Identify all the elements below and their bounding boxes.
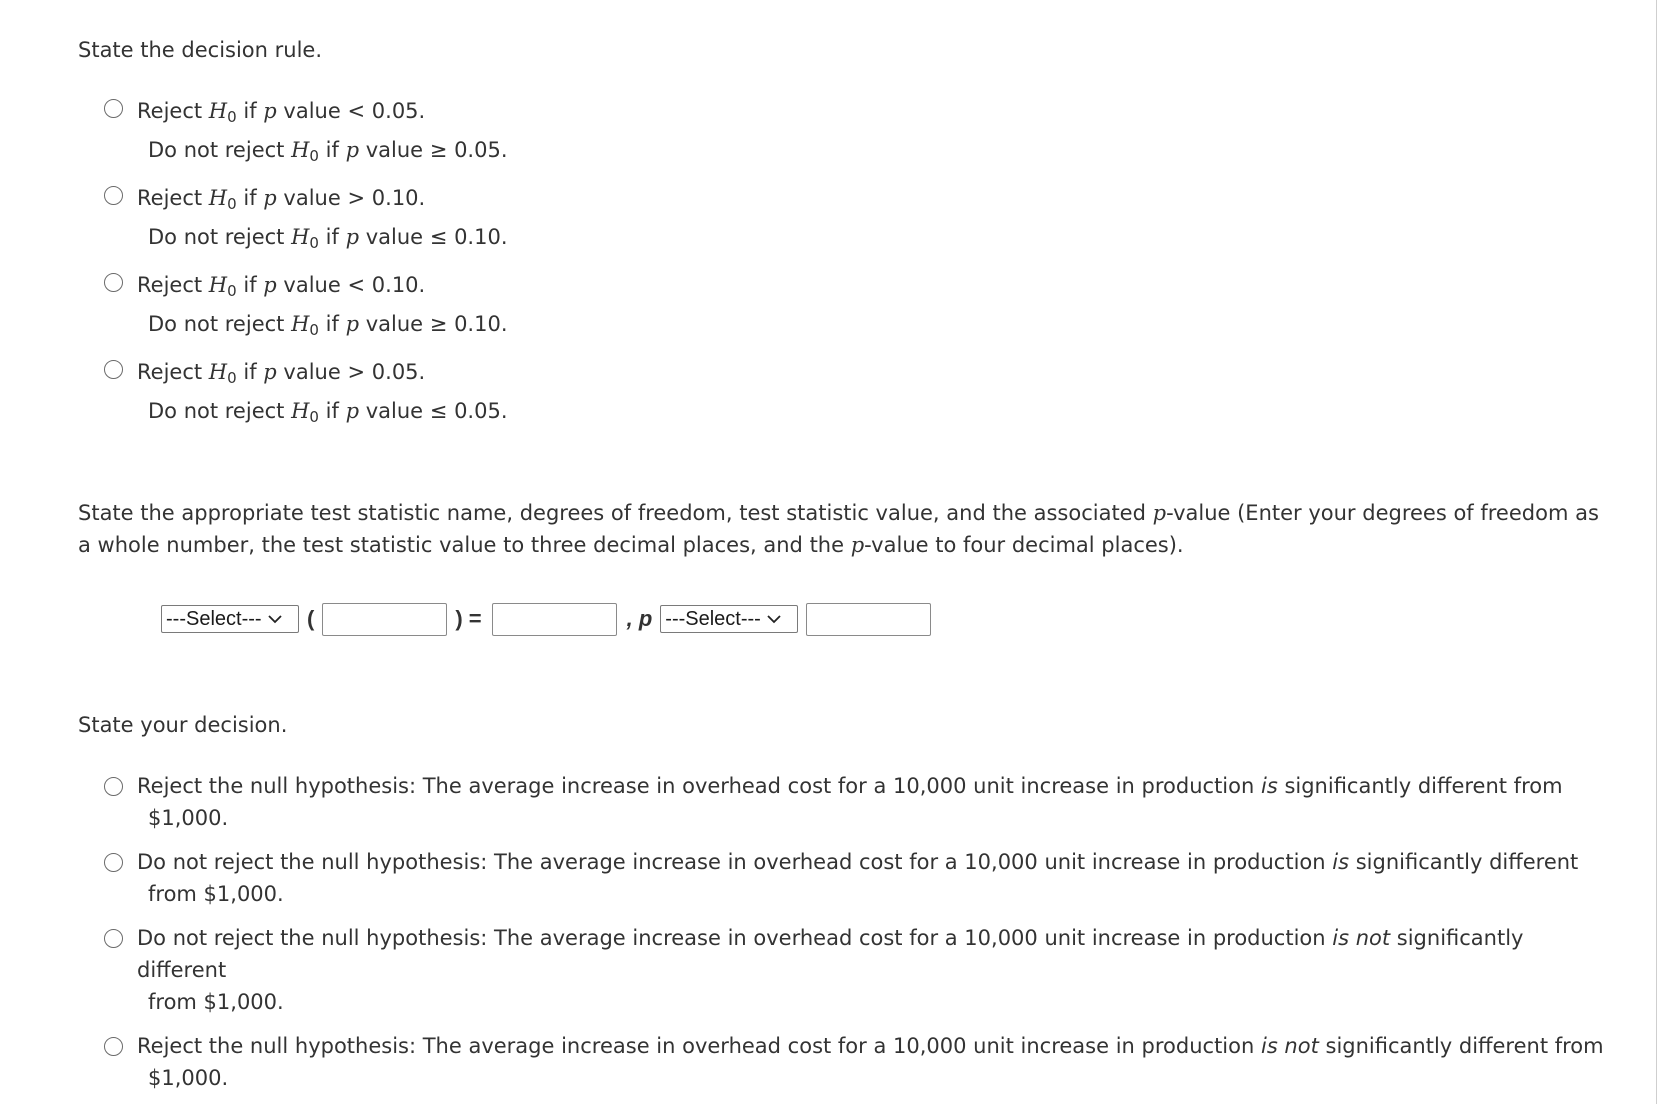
value-word: value: [283, 99, 341, 123]
comma-p-label: , p: [626, 606, 653, 631]
h-subscript: 0: [227, 369, 237, 387]
p-comparator-select[interactable]: [660, 605, 798, 633]
radio-button[interactable]: [104, 853, 123, 872]
decision-text: Do not reject the null hypothesis: The average increase in overhead cost for a 10,000 unit increase in production is significantly different: [137, 850, 1579, 874]
reject-threshold: 0.05.: [371, 99, 426, 123]
radio-button[interactable]: [104, 1037, 123, 1056]
radio-button[interactable]: [104, 186, 123, 205]
h-subscript: 0: [227, 282, 237, 300]
rule-option-4[interactable]: [104, 359, 508, 424]
test-statistic-prompt: State the appropriate test statistic name, degrees of freedom, test statistic value, and the associated p-value (Enter your degrees of freedom as a whole number, the test statistic value to three decimal places, and the p-value to four decimal places).: [78, 501, 1599, 557]
keep-comparator: ≥: [429, 138, 448, 162]
if-word: if: [243, 186, 257, 210]
reject-comparator: <: [347, 99, 366, 123]
h-subscript: 0: [309, 408, 319, 426]
keep-comparator: ≤: [429, 399, 448, 423]
decision-rule-options: [104, 98, 508, 424]
h-symbol: H: [208, 273, 228, 297]
do-not-reject-label: Do not reject: [148, 225, 285, 249]
decision-text-continued: from $1,000.: [148, 990, 284, 1014]
decision-text: Do not reject the null hypothesis: The average increase in overhead cost for a 10,000 unit increase in production is not significantly different: [137, 926, 1524, 982]
decision-text: Reject the null hypothesis: The average increase in overhead cost for a 10,000 unit increase in production is not significantly different from: [137, 1034, 1604, 1058]
value-word: value: [283, 186, 341, 210]
decision-options: [104, 770, 1617, 1094]
reject-label: Reject: [137, 186, 203, 210]
reject-line: [137, 272, 508, 298]
value-word: value: [283, 273, 341, 297]
rule-option-2[interactable]: [104, 185, 508, 250]
h-subscript: 0: [309, 234, 319, 252]
reject-line: [137, 98, 508, 124]
reject-label: Reject: [137, 99, 203, 123]
h-subscript: 0: [227, 195, 237, 213]
if-word: if: [325, 312, 339, 336]
radio-button[interactable]: [104, 99, 123, 118]
decision-text-continued: $1,000.: [148, 806, 229, 830]
reject-threshold: 0.10.: [371, 273, 426, 297]
value-word: value: [365, 225, 424, 249]
h-symbol: H: [208, 186, 228, 210]
p-symbol: p: [345, 312, 360, 336]
reject-label: Reject: [137, 273, 203, 297]
do-not-reject-label: Do not reject: [148, 399, 285, 423]
p-symbol: p: [263, 273, 277, 297]
reject-line: [137, 359, 508, 385]
h-symbol: H: [208, 360, 228, 384]
decision-option-3[interactable]: [104, 922, 1617, 1018]
value-word: value: [365, 399, 424, 423]
rule-option-1[interactable]: [104, 98, 508, 163]
radio-button[interactable]: [104, 273, 123, 292]
keep-threshold: 0.05.: [454, 138, 508, 162]
p-symbol: p: [345, 399, 360, 423]
h-symbol: H: [291, 399, 310, 423]
if-word: if: [325, 138, 339, 162]
if-word: if: [325, 225, 339, 249]
keep-threshold: 0.10.: [454, 225, 508, 249]
keep-threshold: 0.05.: [454, 399, 508, 423]
reject-line: [137, 185, 508, 211]
keep-threshold: 0.10.: [454, 312, 508, 336]
value-word: value: [365, 312, 424, 336]
decision-option-2[interactable]: [104, 846, 1617, 910]
value-word: value: [283, 360, 341, 384]
if-word: if: [325, 399, 339, 423]
keep-comparator: ≥: [429, 312, 448, 336]
chevron-down-icon: [268, 614, 282, 624]
do-not-reject-line: [137, 137, 508, 163]
decision-text: Reject the null hypothesis: The average increase in overhead cost for a 10,000 unit increase in production is significantly different from: [137, 774, 1563, 798]
right-border: [1656, 0, 1657, 1104]
reject-comparator: >: [347, 186, 366, 210]
reject-comparator: <: [347, 273, 366, 297]
decision-rule-prompt: State the decision rule.: [78, 38, 323, 62]
decision-option-1[interactable]: [104, 770, 1617, 834]
if-word: if: [243, 273, 257, 297]
close-paren-equals: ) =: [455, 606, 482, 631]
h-symbol: H: [291, 312, 310, 336]
h-symbol: H: [291, 138, 310, 162]
do-not-reject-label: Do not reject: [148, 312, 285, 336]
radio-button[interactable]: [104, 777, 123, 796]
radio-button[interactable]: [104, 360, 123, 379]
test-statistic-input[interactable]: [492, 603, 617, 636]
reject-label: Reject: [137, 360, 203, 384]
open-paren: (: [307, 606, 315, 631]
statistic-select-value: ---Select---: [166, 607, 262, 630]
do-not-reject-line: [137, 311, 508, 337]
do-not-reject-line: [137, 224, 508, 250]
value-word: value: [365, 138, 424, 162]
p-select-value: ---Select---: [665, 607, 761, 630]
decision-option-4[interactable]: [104, 1030, 1617, 1094]
statistic-name-select[interactable]: [161, 605, 299, 633]
decision-text-continued: from $1,000.: [148, 882, 284, 906]
rule-option-3[interactable]: [104, 272, 508, 337]
p-symbol: p: [345, 225, 360, 249]
h-subscript: 0: [309, 147, 319, 165]
reject-comparator: >: [347, 360, 366, 384]
radio-button[interactable]: [104, 929, 123, 948]
keep-comparator: ≤: [429, 225, 448, 249]
h-symbol: H: [208, 99, 228, 123]
h-subscript: 0: [227, 108, 237, 126]
if-word: if: [243, 360, 257, 384]
chevron-down-icon: [767, 614, 781, 624]
p-symbol: p: [263, 186, 277, 210]
h-subscript: 0: [309, 321, 319, 339]
p-value-input[interactable]: [806, 603, 931, 636]
p-symbol: p: [263, 99, 277, 123]
if-word: if: [243, 99, 257, 123]
decision-prompt: State your decision.: [78, 713, 288, 737]
p-symbol: p: [345, 138, 360, 162]
p-symbol: p: [263, 360, 277, 384]
degrees-of-freedom-input[interactable]: [322, 603, 447, 636]
h-symbol: H: [291, 225, 310, 249]
do-not-reject-line: [137, 398, 508, 424]
reject-threshold: 0.05.: [371, 360, 426, 384]
test-statistic-row: [161, 602, 931, 636]
decision-text-continued: $1,000.: [148, 1066, 229, 1090]
reject-threshold: 0.10.: [371, 186, 426, 210]
do-not-reject-label: Do not reject: [148, 138, 285, 162]
